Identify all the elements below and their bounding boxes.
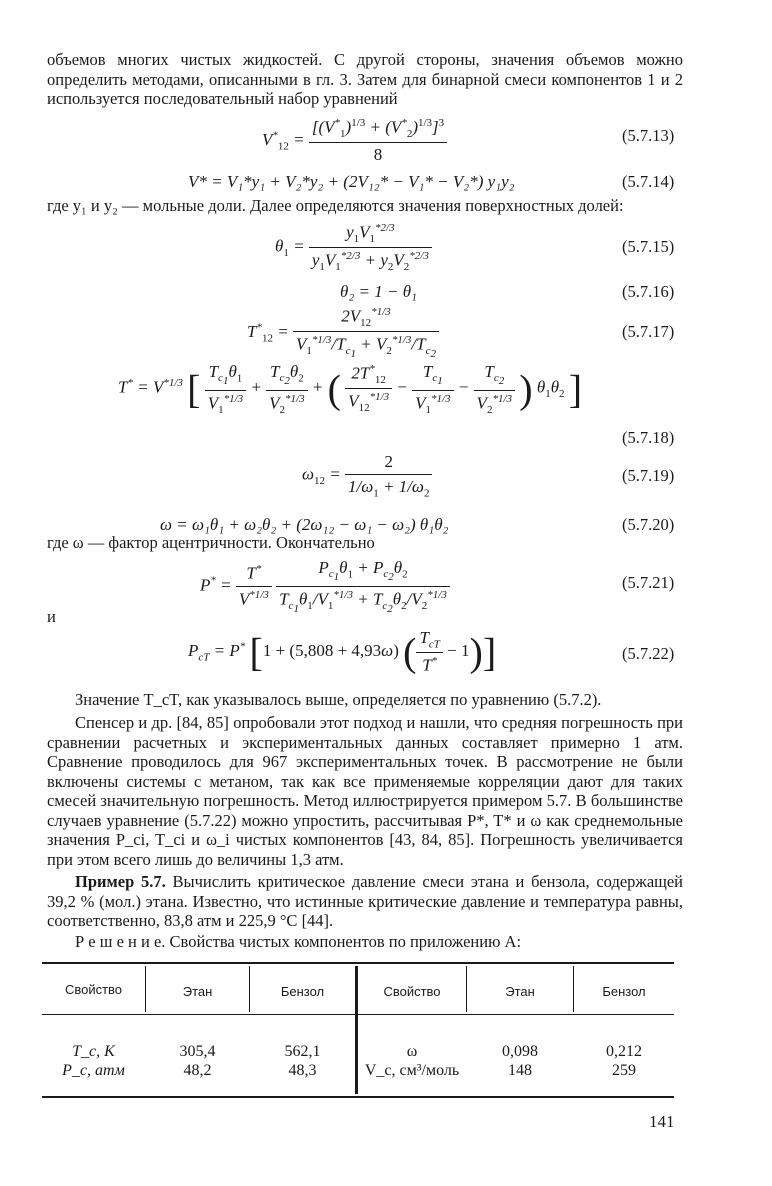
paragraph-spencer: Спенсер и др. [84, 85] опробовали этот подход и нашли, что средняя погрешность при сравнении расчетных и экспериментальных данных составляет примерно 1 атм. Сравнение проводилось для 967 экспериментальных точек. В рассмотрение не были включены системы с метаном, так как все применяемые корреляции дают для таких смесей значительную погрешность. Метод иллюстрируется примером 5.7. В большинстве случаев уравнение (5.7.22) можно упростить, рассчитывая P*, T* и ω как среднемольные значения P_ci, T_ci и ω_i чистых компонентов [43, 84, 85]. Погрешность увеличивается при этом всего лишь до величины 1,3 атм. [47,713,683,869]
table-header-benzene: Бензол [280,984,325,999]
equation-number: (5.7.17) [622,322,675,341]
equation-number: (5.7.13) [622,126,675,145]
table-header-benzene: Бензол [602,984,646,999]
table-header-property: Свойство [64,982,123,997]
solution-label: Р е ш е н и е. [75,932,166,951]
paragraph-tct-value: Значение T_cT, как указывалось выше, определяется по уравнению (5.7.2). [75,690,602,709]
word-and: и [47,607,56,626]
table-header-ethane: Этан [182,984,213,999]
table-top-rule [42,962,674,964]
equation-5-7-19: $\omega_{12}$ = $\frac{2}{1/\omega_1 + 1/\omega_2}$ [302,452,432,499]
equation-number: (5.7.15) [622,237,675,256]
equation-number: (5.7.14) [622,172,675,191]
equation-number: (5.7.20) [622,515,675,534]
equation-5-7-20: ω = ω₁θ₁ + ω₂θ₂ + (2ω₁₂ − ω₁ − ω₂) θ₁θ₂ [160,515,449,534]
paragraph-where-y: где y₁ и y₂ — мольные доли. Далее определяются значения поверхностных долей: [47,196,624,215]
equation-number: (5.7.18) [622,428,675,447]
equation-number: (5.7.19) [622,466,675,485]
paragraph-where-omega: где ω — фактор ацентричности. Окончательно [47,533,375,552]
table-bottom-rule [42,1096,674,1098]
paragraph-example [47,872,683,931]
example-label: Пример 5.7. [75,872,166,891]
table-header-ethane: Этан [505,984,535,999]
table-header-rule [42,1014,674,1015]
equation-number: (5.7.22) [622,644,675,663]
table-cell-ethane: 305,4 48,2 [179,1043,216,1079]
table-cell-benzene: 562,1 48,3 [284,1043,321,1079]
paragraph-intro: объемов многих чистых жидкостей. С другой стороны, значения объемов можно определить методами, описанными в гл. 3. Затем для бинарной смеси компонентов 1 и 2 используется последовательный набор уравнений [47,50,683,108]
equation-5-7-13: $V^*_{12}$ = $\frac{[(V^*_1)^{1/3} + (V^*_2)^{1/3}]^3}{8}$ [262,117,447,165]
equation-5-7-21: P* = $\frac{T^*}{V^{*1/3}}$ $\frac{P_{c_1}\theta_1 + P_{c_2}\theta_2}{T_{c_1}\theta_1/V_1^{*1/3} + T_{c_2}\theta_2/V_2^{*1/3}}$ [200,558,450,615]
paragraph-solution [47,932,683,952]
equation-5-7-22: $P_{cT} = P^*$ [1 + (5,808 + 4,93ω) ( $\frac{T_{cT}}{T^*}$ − 1)] [188,628,497,676]
page-number: 141 [649,1112,675,1131]
table-cell-ethane: 0,098 148 [502,1043,538,1079]
table-header-property: Свойство [383,984,441,999]
equation-5-7-18: $T^* = V^{*1/3}$ [ $\frac{T_{c_1}\theta_1}{V_1^{*1/3}}$ + $\frac{T_{c_2}\theta_2}{V_2^{*1/3}}$ + ( $\frac{2T^*_{12}}{V_{12}^{*1/3}}$ − $\frac{T_{c_1}}{V_1^{*1/3}}$ − $\frac{T_{c_2}}{V_2^{*1/3}}$ ) $\theta_1\theta_2$ ] [118,362,583,416]
table-cell-property: ω V_c, см³/моль [364,1043,460,1079]
equation-5-7-16: θ₂ = 1 − θ₁ [340,282,417,301]
equation-number: (5.7.21) [622,573,675,592]
solution-text: Свойства чистых компонентов по приложению А: [169,932,522,951]
equation-5-7-17: $T^*_{12}$ = $\frac{2V_{12}^{*1/3}}{V_1^{*1/3}/T_{c_1} + V_2^{*1/3}/T_{c_2}}$ [247,306,439,360]
table-cell-property: T_c, K P_c, атм [62,1043,125,1079]
table-cell-benzene: 0,212 259 [606,1043,642,1079]
equation-5-7-14: V* = V₁*y₁ + V₂*y₂ + (2V₁₂* − V₁* − V₂*) y₁y₂ [188,172,515,191]
equation-5-7-15: $\theta_1$ = $\frac{y_1V_1^{*2/3}}{y_1V_1^{*2/3} + y_2V_2^{*2/3}}$ [275,222,432,273]
equation-number: (5.7.16) [622,282,675,301]
example-text: Вычислить критическое давление смеси этана и бензола, содержащей 39,2 % (мол.) этана. Известно, что истинные критические давление и температура равны, соответственно, 83,8 атм и 225,9 °C [44]. [47,872,683,930]
